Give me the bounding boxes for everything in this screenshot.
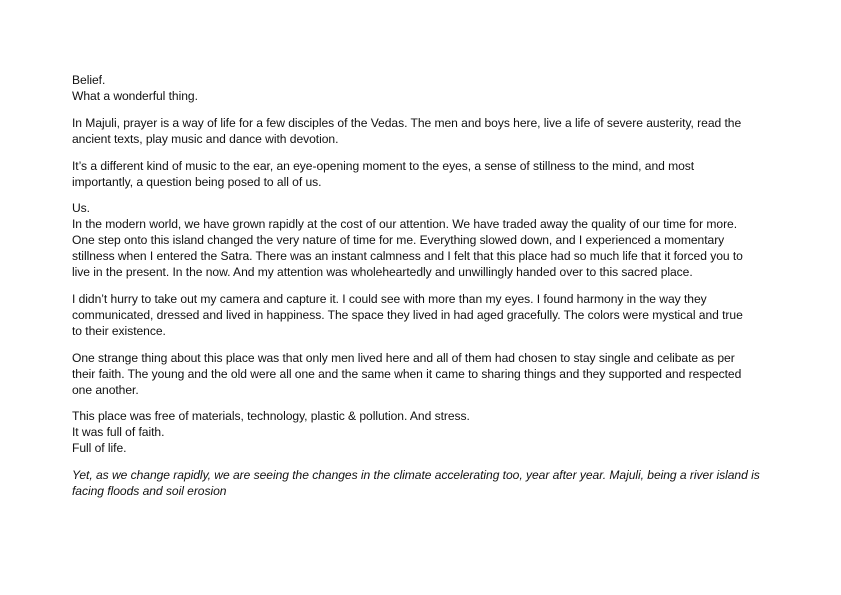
text-line: communicated, dressed and lived in happiness. The space they lived in had aged gracefully. The colors were mystical and true bbox=[72, 307, 743, 322]
paragraph-belief bbox=[72, 73, 782, 105]
text-line: importantly, a question being posed to all of us. bbox=[72, 174, 322, 189]
paragraph-majuli-prayer bbox=[72, 116, 782, 148]
text-line: This place was free of materials, technology, plastic & pollution. And stress. bbox=[72, 409, 470, 424]
paragraph-climate bbox=[72, 468, 782, 500]
text-line: In the modern world, we have grown rapidly at the cost of our attention. We have traded away the quality of our time for more. bbox=[72, 217, 738, 232]
text-line: In Majuli, prayer is a way of life for a few disciples of the Vedas. The men and boys here, live a life of severe austerity, read the bbox=[72, 115, 742, 130]
paragraph-camera bbox=[72, 292, 782, 340]
text-line: one another. bbox=[72, 382, 139, 397]
text-line: One strange thing about this place was that only men lived here and all of them had chosen to stay single and celibate as per bbox=[72, 350, 735, 365]
text-line: Belief. bbox=[72, 73, 106, 87]
text-line: It’s a different kind of music to the ear, an eye-opening moment to the eyes, a sense of stillness to the mind, and most bbox=[72, 158, 695, 173]
text-line: Full of life. bbox=[72, 441, 127, 456]
text-line: What a wonderful thing. bbox=[72, 88, 198, 103]
text-line: to their existence. bbox=[72, 323, 166, 338]
document-page bbox=[72, 73, 782, 511]
text-line: their faith. The young and the old were all one and the same when it came to sharing things and they supported and respected bbox=[72, 366, 742, 381]
text-line: ancient texts, play music and dance with devotion. bbox=[72, 131, 339, 146]
paragraph-us bbox=[72, 201, 782, 281]
text-line: It was full of faith. bbox=[72, 425, 165, 440]
paragraph-free bbox=[72, 409, 782, 457]
paragraph-music bbox=[72, 159, 782, 191]
paragraph-men bbox=[72, 351, 782, 399]
text-line: stillness when I entered the Satra. There was an instant calmness and I felt that this place had so much life that it forced you to bbox=[72, 249, 743, 264]
text-line: One step onto this island changed the very nature of time for me. Everything slowed down, and I experienced a momentary bbox=[72, 233, 725, 248]
text-line: live in the present. In the now. And my attention was wholeheartedly and unwillingly handed over to this sacred place. bbox=[72, 265, 693, 280]
text-line: facing floods and soil erosion bbox=[72, 484, 227, 499]
text-line: I didn’t hurry to take out my camera and capture it. I could see with more than my eyes. I found harmony in the way they bbox=[72, 291, 707, 306]
text-line: Yet, as we change rapidly, we are seeing the changes in the climate accelerating too, year after year. Majuli, being a river island is bbox=[72, 468, 760, 483]
text-line: Us. bbox=[72, 201, 90, 216]
